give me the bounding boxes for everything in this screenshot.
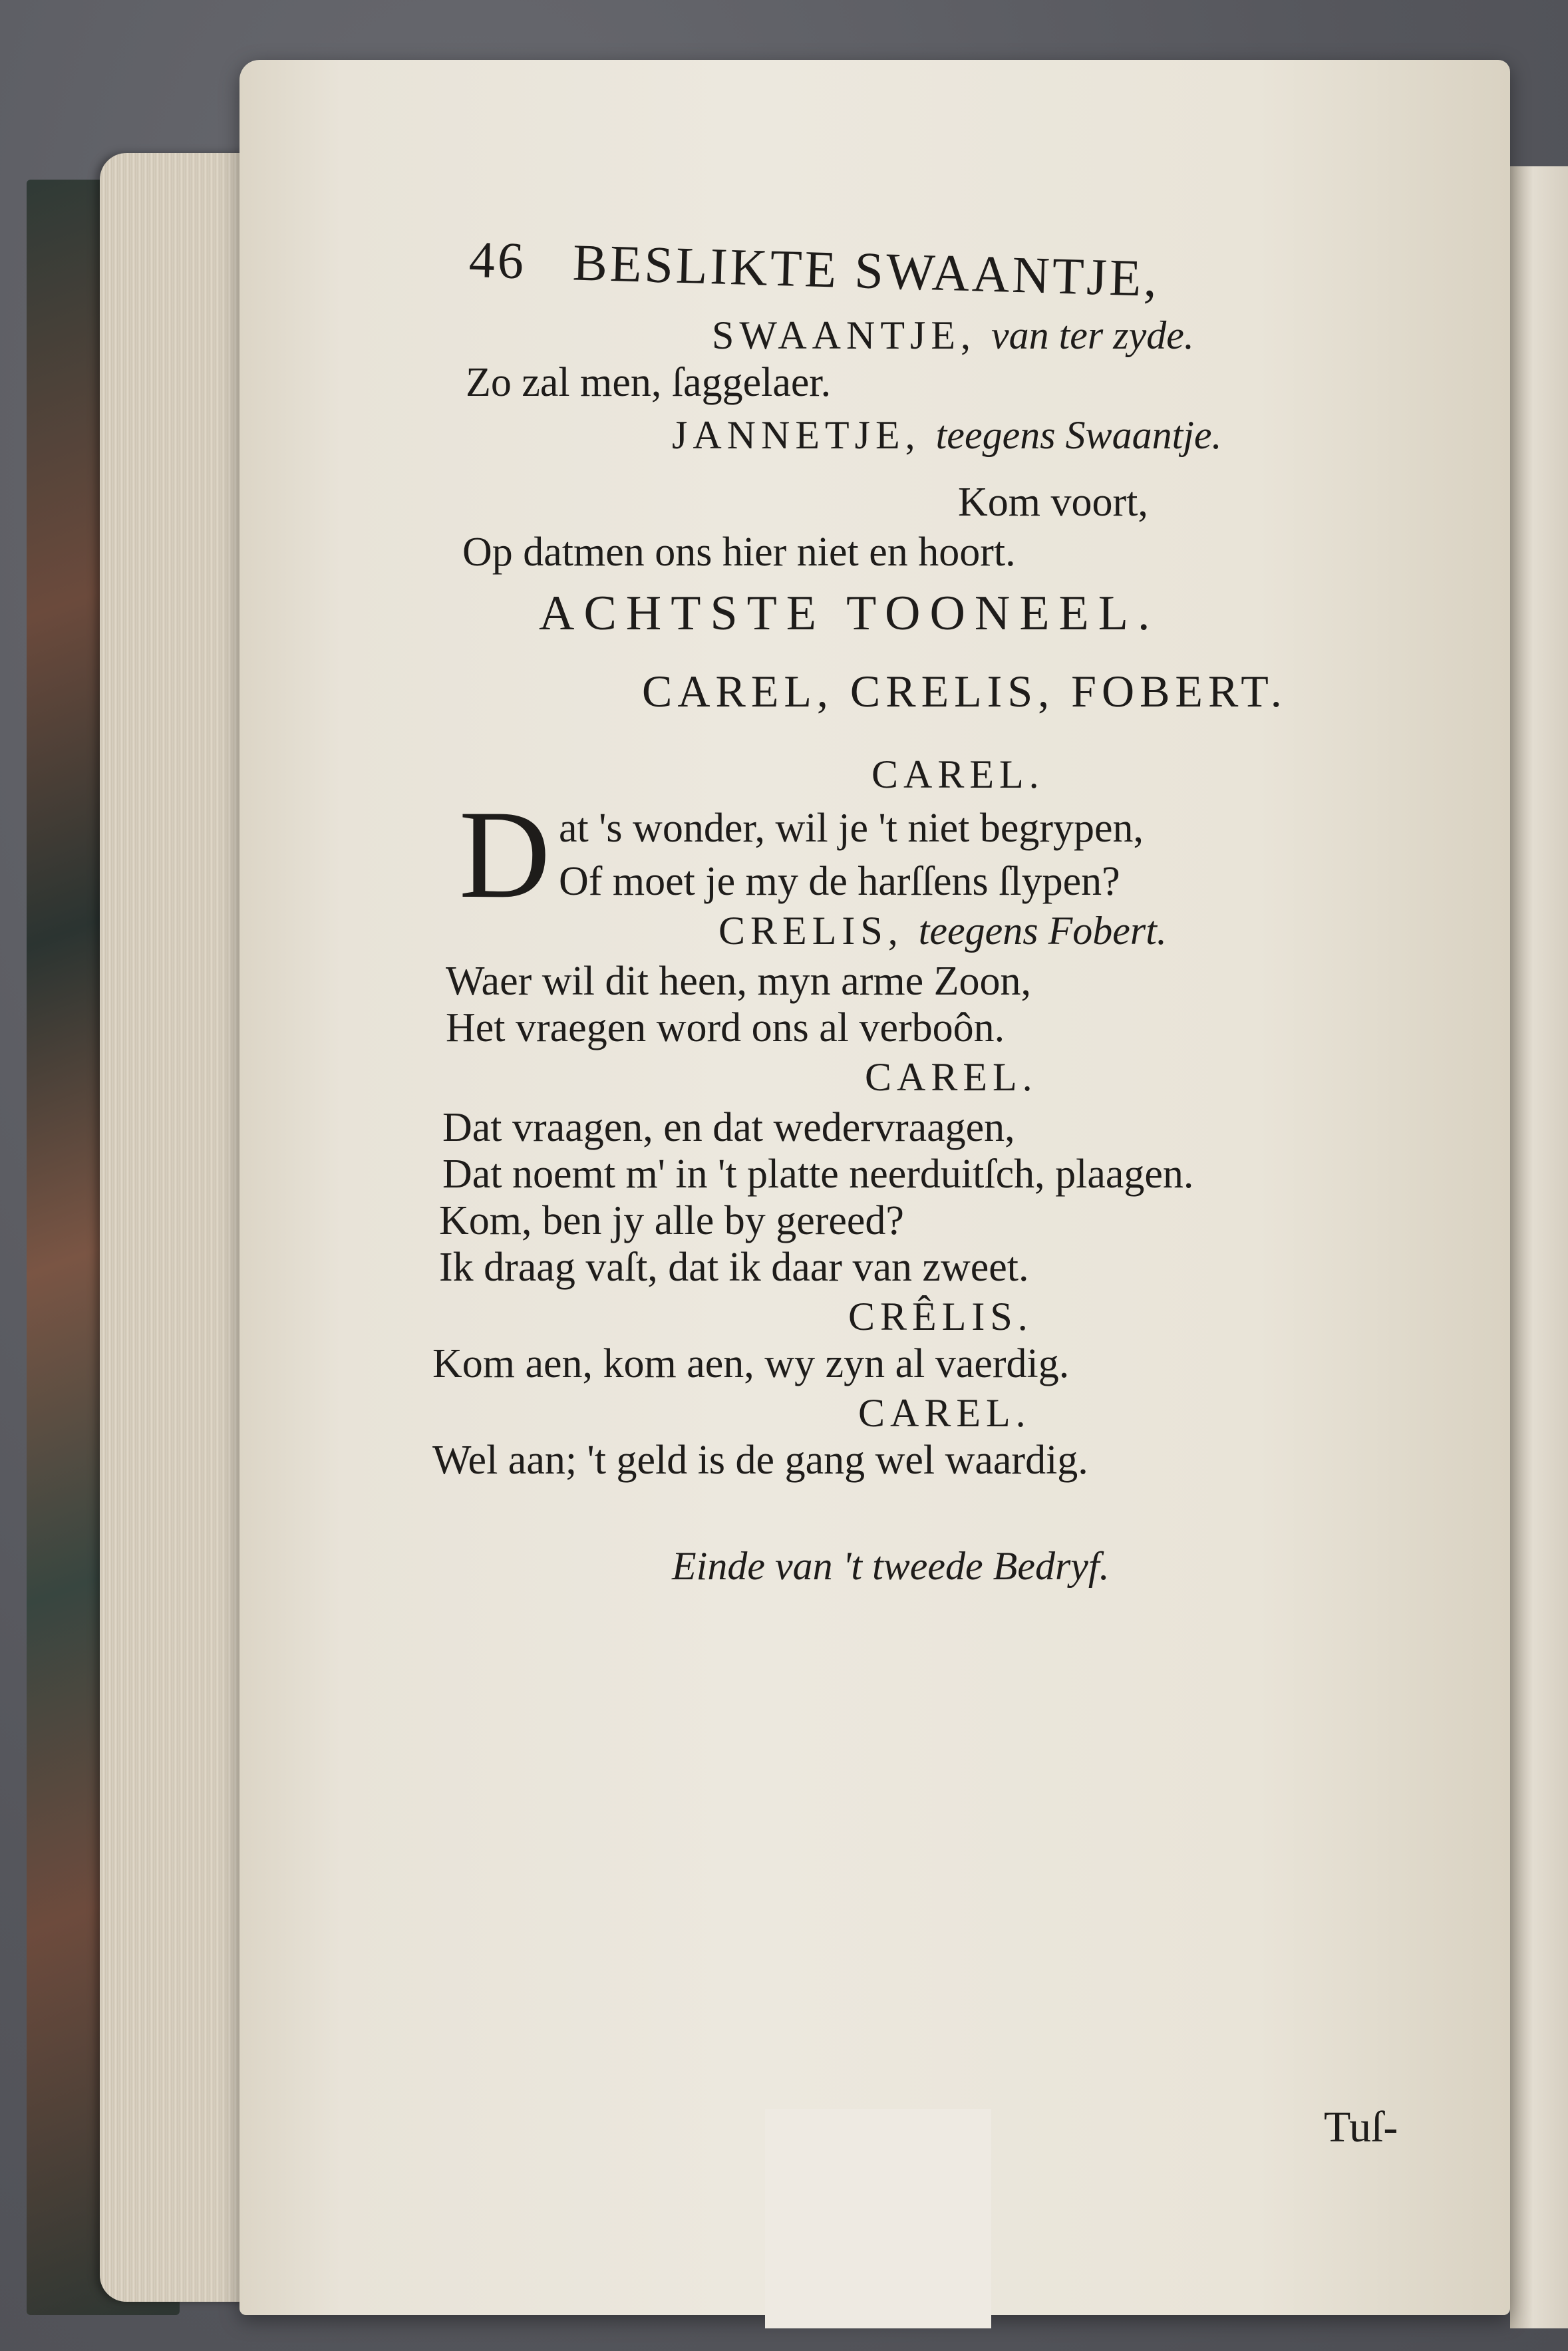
verse-line: Wel aan; 't geld is de gang wel waardig. — [432, 1438, 1088, 1483]
speaker-name: JANNETJE, — [672, 413, 921, 457]
scene-title: ACHTSTE TOONEEL. — [539, 586, 1160, 641]
cast-list: CAREL, CRELIS, FOBERT. — [642, 666, 1287, 716]
facing-page-edge — [1510, 166, 1568, 2328]
speaker-name: CAREL. — [871, 752, 1044, 796]
verse-line: Kom, ben jy alle by gereed? — [439, 1198, 904, 1243]
verse-line: Het vraegen word ons al verboôn. — [446, 1005, 1005, 1050]
speaker-name: CRELIS, — [718, 909, 903, 953]
act-ending: Einde van 't tweede Bedryf. — [672, 1544, 1110, 1588]
verse-line: at 's wonder, wil je 't niet begrypen, — [559, 806, 1144, 851]
speaker-name: CRÊLIS. — [848, 1295, 1033, 1338]
stage-direction: teegens Swaantje. — [935, 413, 1222, 457]
verse-line: Of moet je my de harſſens ſlypen? — [559, 859, 1120, 904]
verse-line: Ik draag vaſt, dat ik daar van zweet. — [439, 1245, 1029, 1290]
speaker-line — [718, 908, 1167, 954]
verse-line: Dat noemt m' in 't platte neerduitſch, plaagen. — [442, 1152, 1194, 1197]
verse-line: Kom voort, — [958, 480, 1148, 525]
speaker-name: CAREL. — [858, 1391, 1031, 1435]
verse-line: Zo zal men, ſaggelaer. — [466, 360, 832, 405]
running-title: BESLIKTE SWAANTJE, — [571, 233, 1161, 307]
verse-line: Waer wil dit heen, myn arme Zoon, — [446, 959, 1031, 1004]
stage-direction: van ter zyde. — [991, 313, 1194, 357]
stage-direction: teegens Fobert. — [918, 909, 1167, 953]
drop-cap: D — [459, 785, 551, 925]
page-number: 46 — [468, 230, 528, 290]
speaker-name: SWAANTJE, — [712, 313, 976, 357]
verse-line: Kom aen, kom aen, wy zyn al vaerdig. — [432, 1341, 1070, 1386]
paper-repair-patch — [765, 2109, 991, 2328]
catchword: Tuſ- — [1324, 2103, 1398, 2151]
speaker-name: CAREL. — [865, 1055, 1038, 1099]
speaker-line — [712, 313, 1194, 359]
verse-line: Dat vraagen, en dat wedervraagen, — [442, 1105, 1015, 1150]
speaker-line — [672, 412, 1222, 458]
verse-line: Op datmen ons hier niet en hoort. — [462, 530, 1016, 575]
